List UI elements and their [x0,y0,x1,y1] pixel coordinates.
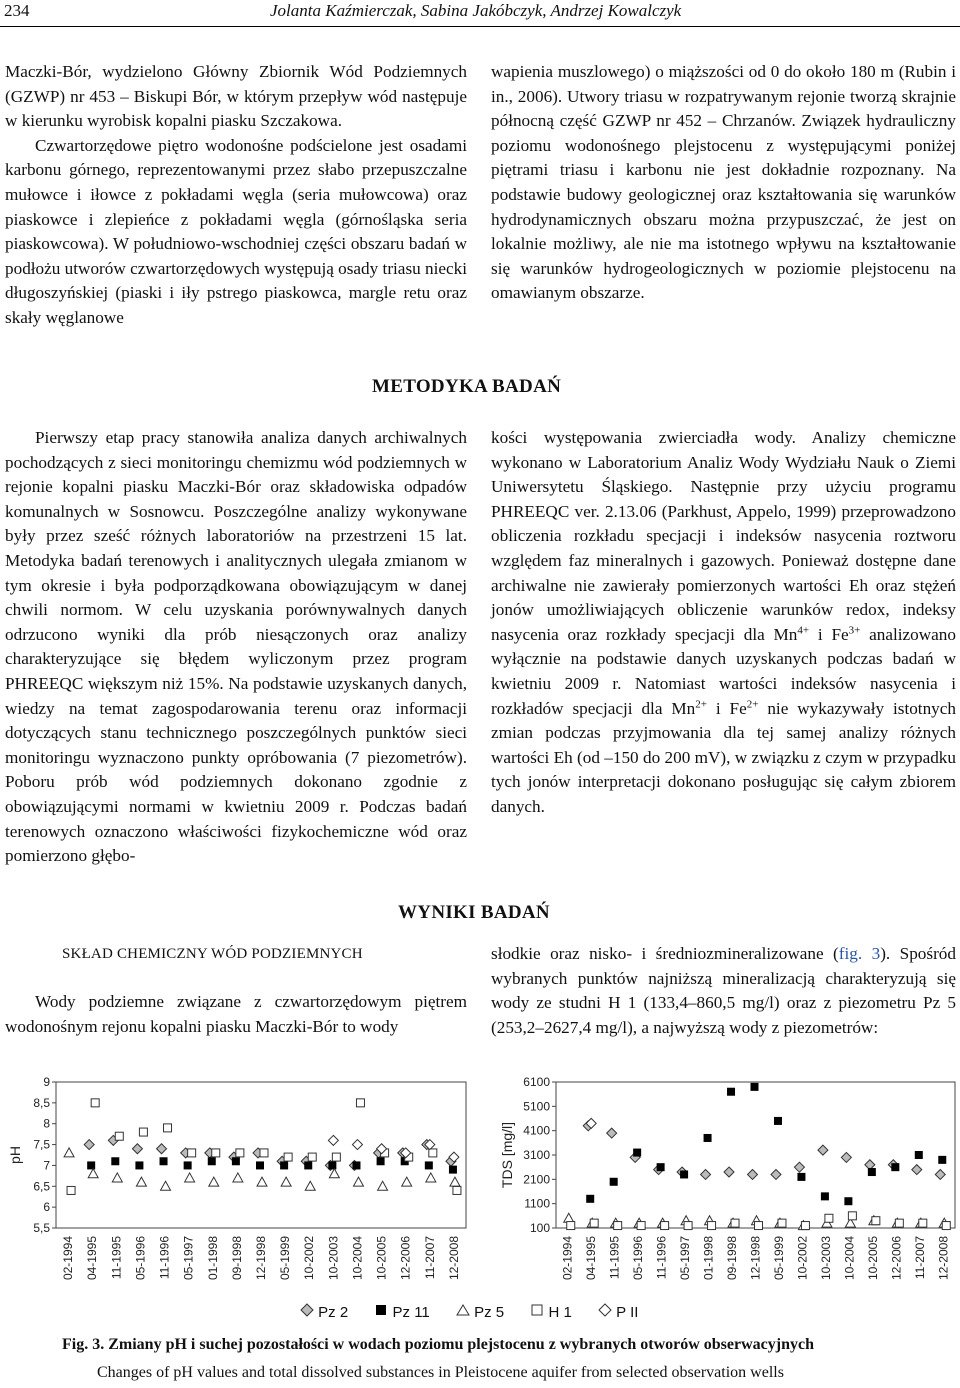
x-tick-label: 11-1996 [157,1236,172,1280]
data-point-h1 [260,1149,268,1157]
y-axis-label: TDS [mg/l] [499,1121,515,1189]
methods-left-column [5,426,467,869]
data-point-h1 [115,1132,123,1140]
x-tick-label: 04-1995 [584,1236,599,1281]
data-point-pz2 [912,1165,922,1175]
y-tick-label: 6100 [523,1075,550,1089]
x-tick-label: 11-1995 [109,1236,124,1280]
data-point-h1 [164,1124,172,1132]
x-tick-label: 12-2006 [398,1236,413,1281]
data-point-h1 [284,1153,292,1161]
legend-pz5-label: Pz 5 [474,1304,505,1321]
ph-chart [0,1072,470,1302]
data-point-h1 [801,1222,809,1230]
data-point-pz11 [449,1166,457,1174]
legend-pz11 [374,1303,429,1321]
data-point-pz2 [724,1167,734,1177]
data-point-pz5 [185,1173,195,1182]
data-point-pz11 [232,1157,240,1165]
data-point-pz2 [701,1169,711,1179]
data-point-pz5 [112,1173,122,1182]
legend-pz2-label: Pz 2 [318,1304,349,1321]
x-tick-label: 11-2007 [912,1236,927,1280]
legend-h1-label: H 1 [548,1304,572,1321]
x-tick-label: 11-1996 [654,1236,669,1280]
data-point-h1 [755,1222,763,1230]
x-tick-label: 05-1996 [631,1236,646,1281]
data-point-pz2 [748,1169,758,1179]
data-point-pz11 [891,1163,899,1171]
data-point-pii [328,1135,338,1145]
data-point-pz2 [607,1128,617,1138]
data-point-pz11 [135,1161,143,1169]
results-heading: WYNIKI BADAŃ [398,902,550,923]
data-point-pz5 [64,1148,74,1157]
methods-heading: METODYKA BADAŃ [372,376,562,397]
sup-fe2: 2+ [746,697,759,710]
data-point-pz5 [281,1177,291,1186]
legend-p2-marker [598,1303,612,1317]
methods-right-text-b: i Fe [809,624,849,644]
data-point-pz11 [774,1117,782,1125]
x-tick-label: 12-1998 [748,1236,763,1281]
data-point-pz5 [450,1177,460,1186]
y-tick-label: 100 [529,1221,550,1235]
x-tick-label: 05-1999 [278,1236,293,1281]
data-point-h1 [778,1219,786,1227]
data-point-h1 [332,1153,340,1161]
data-point-pz11 [610,1178,618,1186]
x-tick-label: 10-2005 [374,1236,389,1281]
results-subheading: SKŁAD CHEMICZNY WÓD PODZIEMNYCH [62,946,363,962]
data-point-h1 [590,1219,598,1227]
data-point-pz2 [84,1140,94,1150]
data-point-h1 [637,1222,645,1230]
fig-3-link[interactable]: fig. 3 [838,944,881,963]
data-point-pz11 [915,1151,923,1159]
data-point-pz11 [844,1197,852,1205]
data-point-h1 [661,1222,669,1230]
data-point-h1 [919,1219,927,1227]
intro-left-paragraph-1: Maczki-Bór, wydzielono Główny Zbiornik Wód Podziemnych (GZWP) nr 453 – Biskupi Bór, w którym przepływ wód następuje w kierunku wyrobisk kopalni piasku Szczakowa. [5,62,467,131]
x-tick-label: 11-1995 [607,1236,622,1280]
data-point-pz11 [751,1083,759,1091]
data-point-pz11 [87,1161,95,1169]
x-tick-label: 05-1997 [678,1236,693,1281]
data-point-h1 [91,1099,99,1107]
data-point-pz5 [233,1173,243,1182]
intro-right-paragraph: wapienia muszlowego) o miąższości od 0 do około 180 m (Rubin i in., 2006). Utwory triasu w rozpatrywanym rejonie tworzą skrajnie północną część GZWP nr 452 – Chrzanów. Związek hydrauliczny poziomu wodonośnego plejstocenu z występującymi poniżej piętrami triasu i karbonu nie jest dokładnie rozpoznany. Na podstawie budowy geologicznej oraz kształtowania się warunków hydrodynamicznych obszaru można przypuszczać, że jest on lokalnie możliwy, ale nie ma istotnego wpływu na kształtowanie się warunków hydrogeologicznych w poziomie plejstocenu na omawianym obszarze. [491,62,956,303]
x-tick-label: 01-1998 [205,1236,220,1281]
data-point-pz11 [160,1157,168,1165]
sup-mn4: 4+ [797,624,810,637]
data-point-h1 [188,1149,196,1157]
legend-p2-label: P II [616,1304,639,1321]
data-point-pz11 [256,1161,264,1169]
data-point-pz11 [352,1161,360,1169]
data-point-pz11 [425,1161,433,1169]
data-point-h1 [429,1149,437,1157]
methods-right-text-c: analizowano wyłącznie na podstawie danych uzyskanych podczas badań w kwietniu 2009 r. Natomiast wartości indeksów nasycenia i rozkładów specjacji dla Mn [491,624,956,718]
data-point-h1 [708,1222,716,1230]
data-point-pz11 [184,1161,192,1169]
data-point-h1 [614,1222,622,1230]
data-point-h1 [895,1219,903,1227]
results-right-column [491,942,956,1040]
figure-caption-english: Changes of pH values and total dissolved substances in Pleistocene aquifer from selected observation wells [97,1364,784,1381]
x-tick-label: 02-1994 [560,1236,575,1281]
data-point-pz11 [938,1156,946,1164]
legend-pz5 [456,1303,504,1321]
plot-frame-1 [556,1082,955,1228]
methods-left-paragraph: Pierwszy etap pracy stanowiła analiza danych archiwalnych pochodzących z sieci monitoringu chemizmu wód podziemnych w rejonie kopalni piasku Maczki-Bór oraz składowiska odpadów komunalnych w Sosnowcu. Poszczególne analizy wykonywane były przez sześć różnych laboratoriów na przestrzeni 15 lat. Metodyka badań terenowych i analitycznych ulegała zmianom w tym okresie i była podporządkowana obowiązującym w danej chwili normom. W celu uzyskania porównywalnych danych odrzucono wyniki dla prób niesączonych oraz analizy charakteryzujące się błędem wyliczonym przez program PHREEQC większym niż 15%. Na podstawie uzyskanych danych, wiedzy na temat zagospodarowania terenu oraz informacji dotyczących stanu technicznego poszczególnych punktów sieci monitoringu wyznaczono punkty opróbowania (7 piezometrów). Poboru prób wód podziemnych dokonano zgodnie z obowiązującymi normami w kwietniu 2009 r. Podczas badań terenowych oznaczono właściwości fizykochemiczne wód oraz pomierzono głębo- [5,428,467,866]
data-point-h1 [942,1222,950,1230]
data-point-h1 [453,1186,461,1194]
data-point-pz11 [868,1168,876,1176]
figure-caption: Fig. 3. Zmiany pH i suchej pozostałości w wodach poziomu plejstocenu z wybranych otworów obserwacyjnych [62,1336,814,1353]
x-tick-label: 10-2004 [350,1236,365,1281]
data-point-h1 [684,1222,692,1230]
chart-legend [300,1303,660,1321]
legend-pz2 [300,1303,348,1321]
data-point-pz5 [305,1181,315,1190]
x-tick-label: 12-2006 [889,1236,904,1281]
x-tick-label: 09-1998 [229,1236,244,1281]
running-header [0,0,960,27]
data-point-pz11 [727,1088,735,1096]
data-point-h1 [825,1214,833,1222]
data-point-pz11 [304,1161,312,1169]
x-tick-label: 10-2003 [326,1236,341,1281]
data-point-pz5 [136,1177,146,1186]
y-tick-label: 5,5 [33,1221,50,1235]
y-tick-label: 7 [43,1158,50,1173]
data-point-pz2 [794,1162,804,1172]
data-point-pz5 [353,1177,363,1186]
legend-pz11-label: Pz 11 [392,1304,430,1321]
sup-fe3: 3+ [848,624,861,637]
y-axis-label: pH [7,1146,23,1164]
x-tick-label: 12-2008 [446,1236,461,1281]
data-point-h1 [848,1212,856,1220]
legend-pz5-marker [456,1303,470,1317]
x-tick-label: 05-1996 [133,1236,148,1281]
data-point-h1 [308,1153,316,1161]
x-tick-label: 01-1998 [701,1236,716,1281]
x-tick-label: 10-2002 [795,1236,810,1281]
data-point-pz5 [426,1173,436,1182]
y-tick-label: 5100 [523,1099,550,1114]
data-point-pii [352,1140,362,1150]
data-point-pz11 [821,1192,829,1200]
results-right-text-b: ). Spośród wybranych punktów najniższą mineralizacją charakteryzują się wody ze studni H 1 (133,4–860,5 mg/l) oraz z piezometru Pz 5 (253,2–2627,4 mg/l), a najwyższą wody z piezometrów: [491,944,956,1037]
tds-chart [485,1072,960,1302]
data-point-h1 [872,1217,880,1225]
legend-pz2-marker [300,1303,314,1317]
data-point-h1 [236,1149,244,1157]
y-tick-label: 2100 [523,1172,550,1187]
x-tick-label: 11-2007 [422,1236,437,1280]
methods-right-text-a: kości występowania zwierciadła wody. Analizy chemiczne wykonano w Laboratorium Analiz Wody Wydziału Nauk o Ziemi Uniwersytetu Śląskiego. Następnie przy użyciu programu PHREEQC ver. 2.13.06 (Parkhust, Appelo, 1999) przeprowadzono obliczenia rozkładu specjacji i indeksów nasycenia roztworu względem faz mineralnych i gazowych. Ponieważ dostępne dane archiwalne nie zawierały pomierzonych wartości Eh oraz stężeń jonów umożliwiających obliczenie warunków redox, indeksy nasycenia oraz rozkłady specjacji dla Mn [491,428,956,644]
data-point-pz11 [633,1149,641,1157]
intro-left-paragraph-2: Czwartorzędowe piętro wodonośne podścielone jest osadami karbonu górnego, reprezentowanymi przez słabo przepuszczalne mułowce i iłowce z pokładami węgla (seria mułowcowa) oraz piaskowce i zlepieńce z pokładami węgla (górnośląska seria piaskowcowa). W południowo-wschodniej części obszaru badań w podłożu utworów czwartorzędowych występują osady triasu niecki długoszyńskiej (piaski i iły pstrego piaskowca, margle retu oraz skały węglanowe [5,135,468,327]
data-point-pz2 [771,1169,781,1179]
page-number: 234 [4,1,30,20]
y-tick-label: 1100 [524,1196,550,1211]
legend-h1 [530,1303,572,1321]
x-tick-label: 10-2004 [842,1236,857,1281]
data-point-pz5 [402,1177,412,1186]
sup-mn2: 2+ [695,697,707,710]
data-point-pz5 [88,1169,98,1178]
data-point-h1 [67,1186,75,1194]
x-tick-label: 04-1995 [85,1236,100,1281]
data-point-h1 [212,1149,220,1157]
data-point-pz11 [704,1134,712,1142]
y-tick-label: 7,5 [33,1137,50,1152]
intro-left-column [5,60,467,331]
x-tick-label: 02-1994 [61,1236,76,1281]
legend-p2 [598,1303,638,1321]
x-tick-label: 10-2005 [865,1236,880,1281]
x-tick-label: 12-1998 [254,1236,268,1281]
methods-right-paragraph [491,426,956,820]
data-point-pz5 [209,1177,219,1186]
y-tick-label: 9 [43,1075,50,1089]
data-point-pz5 [378,1181,388,1190]
data-point-pz11 [797,1173,805,1181]
data-point-h1 [356,1099,364,1107]
legend-h1-marker [530,1303,544,1317]
data-point-pz2 [841,1152,851,1162]
running-authors: Jolanta Kaźmierczak, Sabina Jakóbczyk, Andrzej Kowalczyk [270,1,682,20]
data-point-h1 [139,1128,147,1136]
results-right-text-a: słodkie oraz nisko- i średniozmineralizowane ( [491,944,839,963]
methods-right-text-d: i Fe [706,698,747,718]
data-point-h1 [567,1222,575,1230]
x-tick-label: 05-1997 [181,1236,196,1281]
data-point-pz5 [257,1177,267,1186]
y-tick-label: 6,5 [33,1179,50,1194]
data-point-pz11 [328,1161,336,1169]
x-tick-label: 09-1998 [725,1236,740,1281]
data-point-pz2 [132,1144,142,1154]
y-tick-label: 3100 [523,1148,550,1162]
data-point-pz2 [935,1169,945,1179]
data-point-pz11 [680,1170,688,1178]
data-point-pz2 [818,1145,828,1155]
methods-right-text-e: nie wykazywały istotnych zmian podczas przyjmowania dla tej samej analizy różnych wartości Eh (od –150 do 200 mV), w związku z czym w przypadku tych jonów interpretacji dokonano posługując się całym zbiorem danych. [491,698,956,816]
y-tick-label: 8,5 [33,1095,50,1110]
x-tick-label: 05-1999 [771,1236,786,1281]
data-point-pz11 [586,1195,594,1203]
x-tick-label: 12-2008 [936,1236,951,1281]
results-right-paragraph [491,942,956,1040]
data-point-pz11 [280,1161,288,1169]
x-tick-label: 10-2003 [818,1236,833,1281]
data-point-pz11 [377,1157,385,1165]
intro-right-column [491,60,956,306]
results-left-column [5,990,467,1039]
results-left-paragraph: Wody podziemne związane z czwartorzędowym piętrem wodonośnym rejonu kopalni piasku Maczki-Bór to wody [5,992,467,1036]
y-tick-label: 8 [43,1116,50,1131]
data-point-pz11 [111,1157,119,1165]
legend-pz11-marker [374,1303,388,1317]
methods-right-column [491,426,956,820]
data-point-pz2 [157,1144,167,1154]
data-point-pz5 [564,1213,574,1222]
data-point-h1 [731,1219,739,1227]
y-tick-label: 6 [43,1200,50,1215]
data-point-pz5 [161,1181,171,1190]
data-point-pz11 [657,1163,665,1171]
y-tick-label: 4100 [523,1123,550,1138]
data-point-pz11 [208,1157,216,1165]
x-tick-label: 10-2002 [302,1236,317,1281]
